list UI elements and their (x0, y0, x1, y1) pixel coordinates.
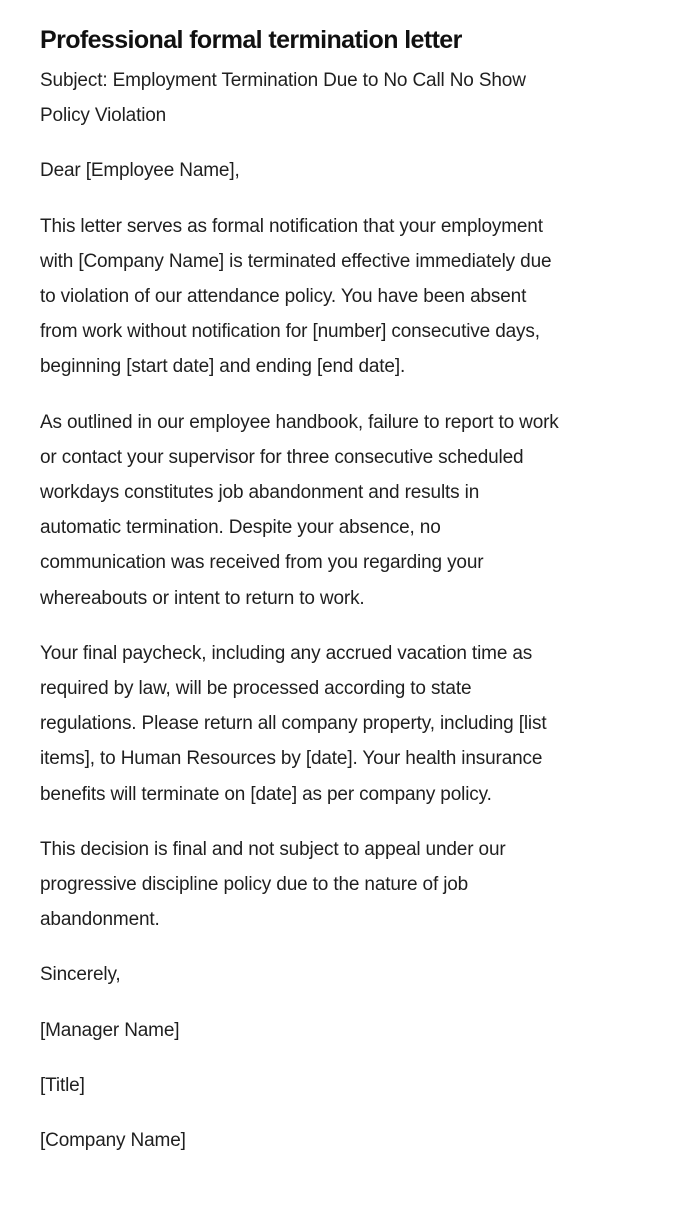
paragraph-line: with [Company Name] is terminated effective immediately due (40, 250, 552, 272)
signature-company-name (40, 1123, 680, 1158)
paragraph-line: or contact your supervisor for three consecutive scheduled (40, 446, 524, 468)
paragraph-line: automatic termination. Despite your absence, no (40, 517, 441, 539)
paragraph-line: to violation of our attendance policy. You have been absent (40, 286, 527, 308)
salutation-text: Dear [Employee Name], (40, 160, 240, 182)
paragraph-line: whereabouts or intent to return to work. (40, 587, 365, 609)
subject-line (40, 63, 680, 133)
body-paragraph-final-pay (40, 636, 680, 812)
subject-line-text: Policy Violation (40, 105, 167, 127)
company-name-text: [Company Name] (40, 1130, 186, 1152)
paragraph-line: communication was received from you regarding your (40, 552, 484, 574)
page-title: Professional formal termination letter (40, 26, 462, 54)
letter-document (40, 22, 680, 1178)
paragraph-line: This letter serves as formal notification that your employment (40, 215, 543, 237)
paragraph-line: workdays constitutes job abandonment and results in (40, 482, 480, 504)
paragraph-line: beginning [start date] and ending [end date]. (40, 356, 406, 378)
closing (40, 957, 680, 992)
title-text: [Title] (40, 1074, 85, 1096)
paragraph-line: This decision is final and not subject to appeal under our (40, 838, 506, 860)
salutation (40, 153, 680, 188)
subject-line-text: Subject: Employment Termination Due to No Call No Show (40, 70, 526, 91)
paragraph-line: benefits will terminate on [date] as per company policy. (40, 783, 492, 805)
paragraph-line: from work without notification for [number] consecutive days, (40, 321, 540, 343)
body-paragraph-notification (40, 209, 680, 385)
paragraph-line: regulations. Please return all company property, including [list (40, 713, 547, 735)
body-paragraph-decision (40, 832, 680, 938)
paragraph-line: required by law, will be processed according to state (40, 678, 472, 700)
paragraph-line: items], to Human Resources by [date]. Your health insurance (40, 748, 543, 770)
manager-name-text: [Manager Name] (40, 1019, 180, 1041)
paragraph-line: progressive discipline policy due to the nature of job (40, 874, 469, 896)
paragraph-line: As outlined in our employee handbook, failure to report to work (40, 411, 559, 433)
paragraph-line: Your final paycheck, including any accrued vacation time as (40, 642, 533, 664)
paragraph-line: abandonment. (40, 909, 160, 931)
signature-manager-name (40, 1013, 680, 1048)
closing-text: Sincerely, (40, 964, 121, 986)
body-paragraph-policy (40, 405, 680, 616)
signature-title (40, 1068, 680, 1103)
